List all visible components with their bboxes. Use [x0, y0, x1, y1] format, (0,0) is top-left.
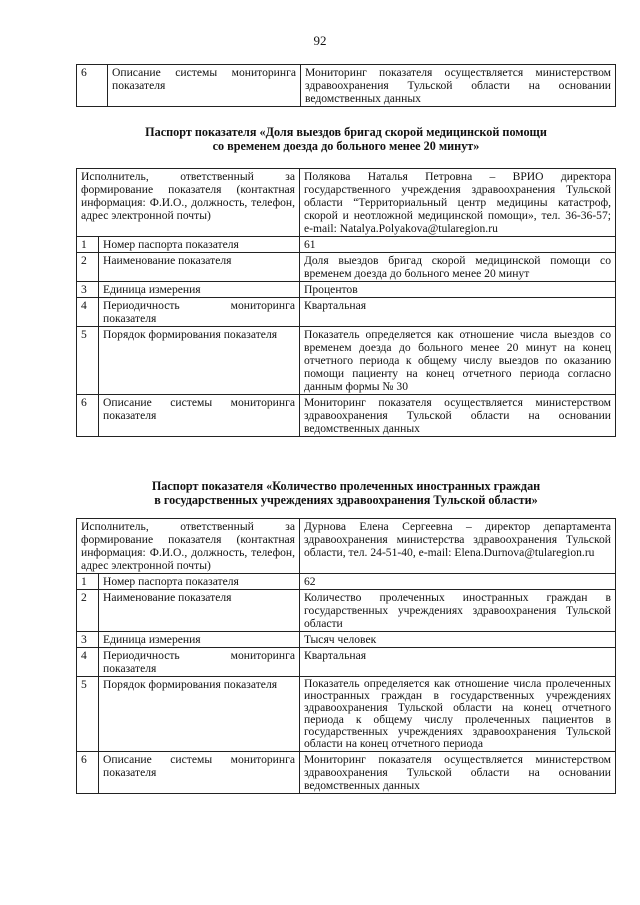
row-value: 61: [300, 237, 616, 253]
row-number: 3: [77, 282, 99, 298]
row-value: Мониторинг показателя осуществляется министерством здравоохранения Тульской области на основании ведомственных данных: [301, 65, 616, 107]
row-number: 2: [77, 253, 99, 282]
row-label: Описание системы мониторинга показателя: [99, 395, 300, 437]
table-row: [77, 574, 616, 590]
passport-2-title-line1: Паспорт показателя «Количество пролеченных иностранных граждан: [151, 479, 541, 493]
passport-2-table: [76, 518, 616, 794]
table-row: [77, 677, 616, 752]
row-label: Периодичность мониторинга показателя: [99, 648, 300, 677]
row-value: Квартальная: [300, 298, 616, 327]
row-number: 5: [77, 677, 99, 752]
executor-value: Полякова Наталья Петровна – ВРИО директора государственного учреждения здравоохранения Тульской области “Территориальный центр медицины катастроф, скорой и неотложной медицинской помощи», тел. 36-36-57; e-mail: Natalya.Polyakova@tularegion.ru: [300, 169, 616, 237]
executor-row: [77, 169, 616, 237]
executor-label: Исполнитель, ответственный за формирование показателя (контактная информация: Ф.И.О., должность, телефон, адрес электронной почты): [77, 519, 300, 574]
table-row: [77, 253, 616, 282]
executor-label: Исполнитель, ответственный за формирование показателя (контактная информация: Ф.И.О., должность, телефон, адрес электронной почты): [77, 169, 300, 237]
row-number: 2: [77, 590, 99, 632]
row-value: 62: [300, 574, 616, 590]
row-number: 3: [77, 632, 99, 648]
table-row: [77, 65, 616, 107]
executor-row: [77, 519, 616, 574]
row-value: Количество пролеченных иностранных граждан в государственных учреждениях здравоохранения Тульской области: [300, 590, 616, 632]
table-row: [77, 298, 616, 327]
row-value: Показатель определяется как отношение числа пролеченных иностранных граждан в государственных учреждениях здравоохранения Тульской области на конец отчетного периода к общему числу пролеченных пациентов в государственных учреждениях здравоохранения Тульской области на конец отчетного периода: [300, 677, 616, 752]
row-label: Описание системы мониторинга показателя: [99, 752, 300, 794]
row-number: 4: [77, 648, 99, 677]
row-value: Доля выездов бригад скорой медицинской помощи со временем доезда до больного менее 20 минут: [300, 253, 616, 282]
row-label: Описание системы мониторинга показателя: [108, 65, 301, 107]
row-number: 6: [77, 65, 108, 107]
passport-1-title: [76, 125, 616, 153]
passport-1-title-line1: Паспорт показателя «Доля выездов бригад скорой медицинской помощи: [145, 125, 547, 139]
row-value: Показатель определяется как отношение числа выездов со временем доезда до больного менее 20 минут на конец отчетного периода к общему числу выездов по оказанию помощи пациенту на конец отчетного периода согласно данным формы № 30: [300, 327, 616, 395]
table-row: [77, 648, 616, 677]
row-label: Периодичность мониторинга показателя: [99, 298, 300, 327]
row-label: Порядок формирования показателя: [99, 327, 300, 395]
passport-1-title-line2: со временем доезда до больного менее 20 минут»: [212, 139, 480, 153]
table-row: [77, 752, 616, 794]
row-value: Квартальная: [300, 648, 616, 677]
executor-value: Дурнова Елена Сергеевна – директор департамента здравоохранения министерства здравоохранения Тульской области, тел. 24-51-40, e-mail: Elena.Durnova@tularegion.ru: [300, 519, 616, 574]
passport-1-table: [76, 168, 616, 437]
passport-2-title: [76, 479, 616, 507]
row-number: 1: [77, 237, 99, 253]
row-value: Мониторинг показателя осуществляется министерством здравоохранения Тульской области на основании ведомственных данных: [300, 752, 616, 794]
table-row: [77, 237, 616, 253]
row-label: Единица измерения: [99, 632, 300, 648]
row-label: Наименование показателя: [99, 590, 300, 632]
row-value: Процентов: [300, 282, 616, 298]
row-number: 4: [77, 298, 99, 327]
table-row: [77, 590, 616, 632]
table-row: [77, 395, 616, 437]
top-continuation-table: [76, 64, 616, 107]
row-label: Номер паспорта показателя: [99, 237, 300, 253]
row-label: Наименование показателя: [99, 253, 300, 282]
row-number: 6: [77, 752, 99, 794]
page-number: 92: [313, 33, 327, 48]
row-label: Номер паспорта показателя: [99, 574, 300, 590]
row-number: 6: [77, 395, 99, 437]
passport-2-title-line2: в государственных учреждениях здравоохранения Тульской области»: [154, 493, 538, 507]
row-number: 1: [77, 574, 99, 590]
row-value: Тысяч человек: [300, 632, 616, 648]
table-row: [77, 632, 616, 648]
row-number: 5: [77, 327, 99, 395]
row-label: Единица измерения: [99, 282, 300, 298]
row-value: Мониторинг показателя осуществляется министерством здравоохранения Тульской области на основании ведомственных данных: [300, 395, 616, 437]
table-row: [77, 282, 616, 298]
table-row: [77, 327, 616, 395]
row-label: Порядок формирования показателя: [99, 677, 300, 752]
